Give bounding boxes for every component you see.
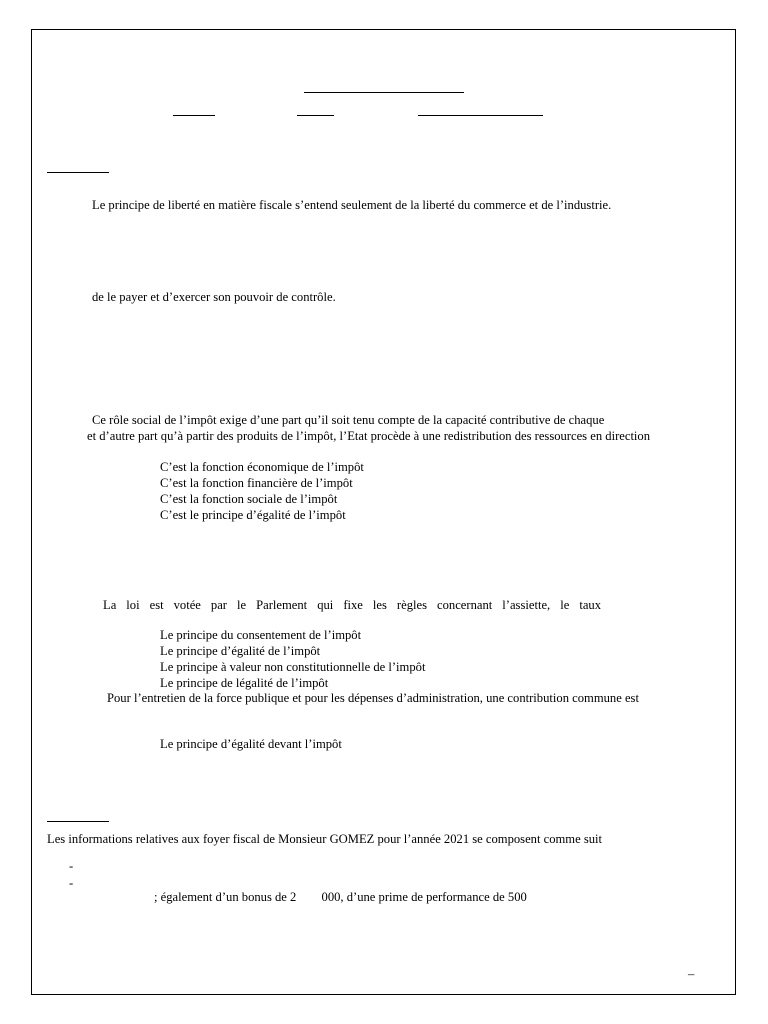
question-5-option: Le principe d’égalité devant l’impôt — [160, 737, 342, 751]
case-intro-text: Les informations relatives aux foyer fiscal de Monsieur GOMEZ pour l’année 2021 se composent comme suit — [47, 832, 603, 846]
question-1-text: Le principe de liberté en matière fiscale s’entend seulement de la liberté du commerce et de l’industrie. — [92, 198, 612, 212]
question-3-options — [160, 459, 364, 523]
footer-mark: – — [688, 967, 695, 981]
document-page — [31, 29, 736, 995]
question-3-option-2: C’est la fonction financière de l’impôt — [160, 476, 353, 490]
case-detail-text: ; également d’un bonus de 2 000, d’une prime de performance de 500 — [154, 890, 527, 904]
case-bullet-1: - — [69, 859, 74, 873]
question-2-text: de le payer et d’exercer son pouvoir de contrôle. — [92, 290, 336, 304]
case-bullet-2: - — [69, 876, 74, 890]
question-4-options — [160, 627, 425, 691]
subtitle-rule-2 — [297, 115, 334, 116]
question-3-line-2: et d’autre part qu’à partir des produits de l’impôt, l’Etat procède à une redistribution des ressources en direction — [87, 429, 651, 443]
question-4-option-2: Le principe d’égalité de l’impôt — [160, 644, 321, 658]
question-3-option-1: C’est la fonction économique de l’impôt — [160, 460, 364, 474]
question-4-option-1: Le principe du consentement de l’impôt — [160, 628, 362, 642]
subtitle-rule-3 — [418, 115, 543, 116]
question-3-option-3: C’est la fonction sociale de l’impôt — [160, 492, 338, 506]
section-1-heading-rule — [47, 172, 109, 173]
title-rule — [304, 92, 464, 93]
subtitle-rule-1 — [173, 115, 215, 116]
question-4-text: La loi est votée par le Parlement qui fixe les règles concernant l’assiette, le taux — [103, 598, 601, 612]
question-3-line-1: Ce rôle social de l’impôt exige d’une part qu’il soit tenu compte de la capacité contributive de chaque — [92, 413, 605, 427]
question-5-text: Pour l’entretien de la force publique et pour les dépenses d’administration, une contribution commune est — [107, 691, 639, 705]
question-4-option-4: Le principe de légalité de l’impôt — [160, 676, 329, 690]
question-4-option-3: Le principe à valeur non constitutionnelle de l’impôt — [160, 660, 426, 674]
section-2-heading-rule — [47, 821, 109, 822]
question-3-option-4: C’est le principe d’égalité de l’impôt — [160, 508, 346, 522]
